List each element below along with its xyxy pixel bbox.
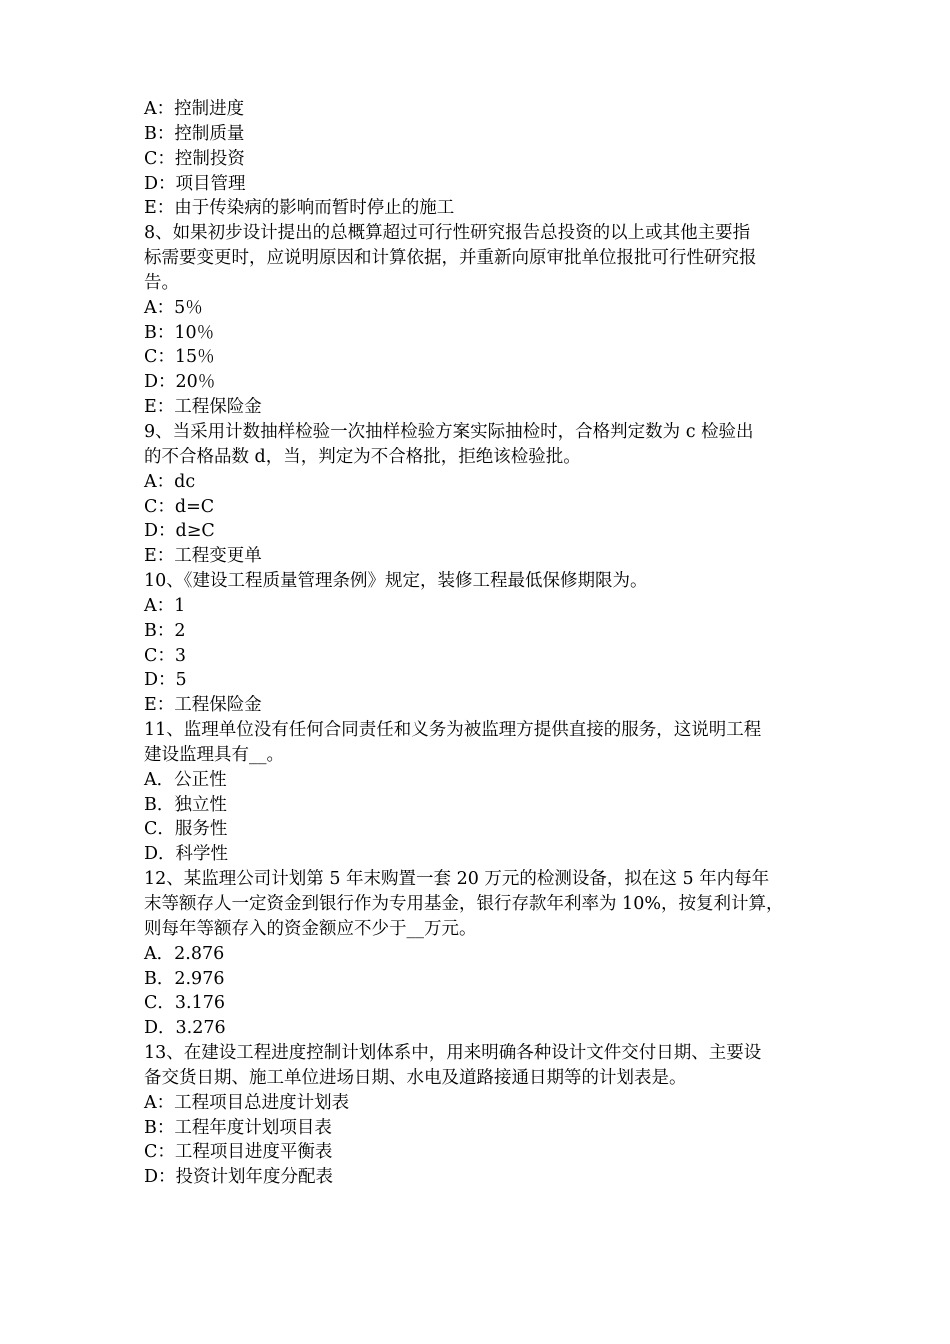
option-line: D：项目管理 [144,173,246,194]
question-10-stem-line: 10、《建设工程质量管理条例》规定，装修工程最低保修期限为。 [144,571,648,592]
option-line: A．公正性 [144,769,227,790]
option-line: B：控制质量 [144,123,245,144]
option-line: C：控制投资 [144,148,245,169]
question-12-stem-line: 则每年等额存入的资金额应不少于__万元。 [144,918,477,939]
option-line: E：由于传染病的影响而暂时停止的施工 [144,198,455,219]
option-line: A：dc [144,471,196,492]
option-line: C．3.176 [144,993,225,1014]
option-line: D．科学性 [144,844,229,865]
question-8-stem-line: 8、如果初步设计提出的总概算超过可行性研究报告总投资的以上或其他主要指 [144,223,751,244]
option-line: C：d=C [144,496,215,517]
option-line: B：工程年度计划项目表 [144,1117,332,1138]
question-13-stem-line: 备交货日期、施工单位进场日期、水电及道路接通日期等的计划表是。 [144,1067,687,1088]
question-12-stem-line: 末等额存人一定资金到银行作为专用基金，银行存款年利率为 10%，按复利计算， [144,894,784,914]
option-line: A：5％ [144,297,203,318]
option-line: B：2 [144,620,186,641]
option-line: C：工程项目进度平衡表 [144,1142,333,1163]
option-line: D：d≥C [144,521,215,542]
option-line: A：控制进度 [144,99,245,119]
option-line: D．3.276 [144,1018,226,1039]
option-line: A：工程项目总进度计划表 [144,1092,350,1113]
option-line: D：20％ [144,372,216,393]
question-9-stem-line: 的不合格品数 d，当，判定为不合格批，拒绝该检验批。 [144,446,581,467]
question-11-stem-line: 11、监理单位没有任何合同责任和义务为被监理方提供直接的服务，这说明工程 [144,720,762,741]
option-line: C．服务性 [144,819,228,840]
option-line: E：工程变更单 [144,546,262,567]
option-line: E：工程保险金 [144,397,262,418]
option-line: D：投资计划年度分配表 [144,1167,334,1188]
document-body [144,97,809,1190]
question-8-stem-line: 标需要变更时，应说明原因和计算依据，并重新向原审批单位报批可行性研究报 [144,248,757,269]
option-line: E：工程保险金 [144,695,262,716]
question-12-stem-line: 12、某监理公司计划第 5 年末购置一套 20 万元的检测设备，拟在这 5 年内每年 [144,869,770,890]
option-line: C：15％ [144,347,215,368]
question-8-stem-line: 告。 [144,272,179,293]
question-11-stem-line: 建设监理具有__。 [144,744,284,765]
option-line: A：1 [144,595,186,616]
question-13-stem-line: 13、在建设工程进度控制计划体系中，用来明确各种设计文件交付日期、主要设 [144,1043,762,1064]
option-line: D：5 [144,670,187,691]
option-line: B．2.976 [144,968,225,989]
option-line: B：10％ [144,322,215,343]
option-line: C：3 [144,645,187,666]
option-line: A．2.876 [144,943,225,964]
option-line: B．独立性 [144,794,227,815]
question-9-stem-line: 9、当采用计数抽样检验一次抽样检验方案实际抽检时，合格判定数为 c 检验出 [144,421,754,442]
